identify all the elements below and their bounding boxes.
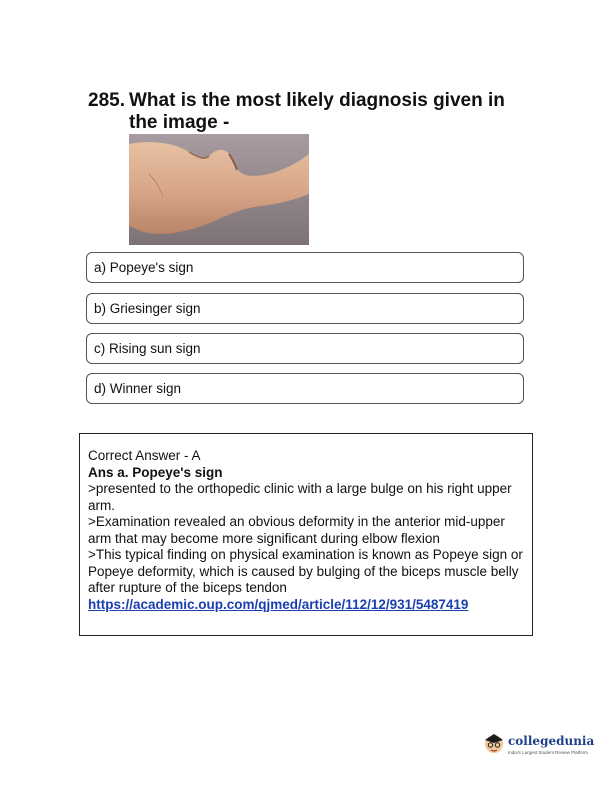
arm-illustration [129,134,309,245]
logo-tagline: India's Largest Student Review Platform [508,750,588,755]
answer-explanation-box [79,433,533,636]
correct-answer-line: Correct Answer - A [88,448,201,463]
explanation-paragraph-2: >Examination revealed an obvious deformity in the anterior mid-upper arm that may become more significant during elbow flexion [88,514,505,546]
answer-heading: Ans a. Popeye's sign [88,464,223,480]
option-a[interactable]: a) Popeye's sign [86,252,524,283]
option-d[interactable]: d) Winner sign [86,373,524,404]
question-number: 285. [88,90,125,111]
logo-brand-text: collegedunia [508,734,595,748]
explanation-paragraph-1: >presented to the orthopedic clinic with a large bulge on his right upper arm. [88,481,512,513]
option-b[interactable]: b) Griesinger sign [86,293,524,324]
explanation-paragraph-3: >This typical finding on physical examination is known as Popeye sign or Popeye deformity, which is caused by bulging of the biceps muscle belly after rupture of the biceps tendon [88,547,523,595]
reference-link[interactable]: https://academic.oup.com/qjmed/article/112/12/931/5487419 [88,596,469,612]
clinical-photo-arm [129,134,309,245]
mascot-icon [482,730,506,758]
option-c[interactable]: c) Rising sun sign [86,333,524,364]
question-text: What is the most likely diagnosis given in the image - [129,90,505,133]
collegedunia-logo [482,730,594,760]
